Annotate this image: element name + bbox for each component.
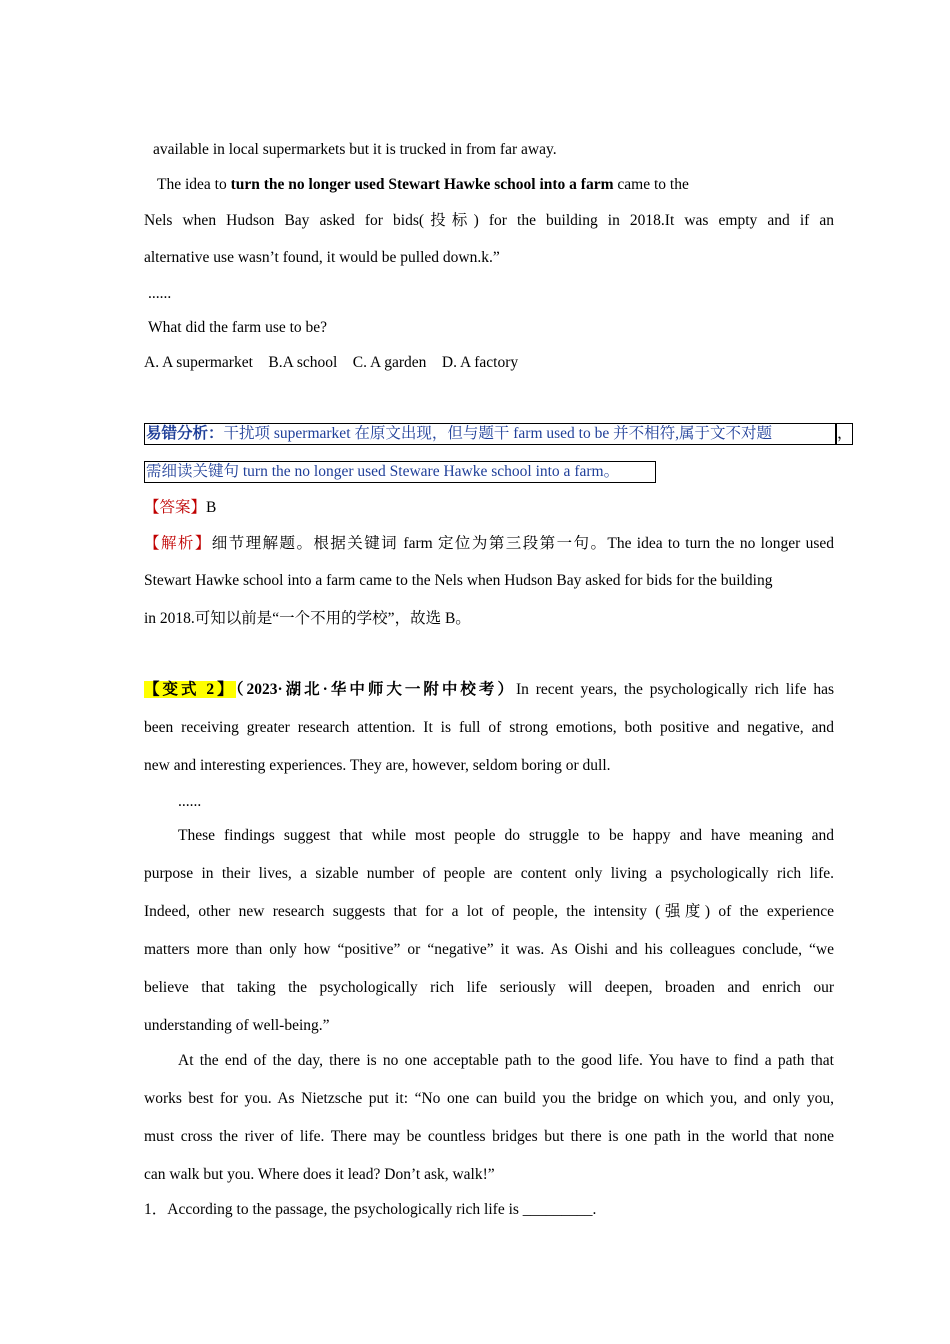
error-analysis-label: 易错分析： xyxy=(146,425,224,442)
variant-line1-rest: In recent years, the psychologically rich life has xyxy=(515,681,834,698)
variant-p2-line5: believe that taking the psychologically rich life seriously will deepen, broaden and enrich our xyxy=(144,979,834,996)
passage1-line2-post: came to the xyxy=(613,176,689,193)
explanation-line3: in 2018.可知以前是“一个不用的学校”，故选 B。 xyxy=(144,610,471,627)
variant-p2-line4: matters more than only how “positive” or “negative” it was. As Oishi and his colleagues conclude, “we xyxy=(144,941,834,958)
question1-options: A. A supermarket B.A school C. A garden D. A factory xyxy=(144,354,519,371)
variant-p3-line3: must cross the river of life. There may be countless bridges but there is one path in the world that none xyxy=(144,1128,834,1145)
passage1-line2 xyxy=(157,175,689,195)
question1-stem: What did the farm use to be? xyxy=(148,319,328,336)
document-page xyxy=(144,0,853,1344)
variant-line1 xyxy=(144,680,834,700)
variant-p2-line6: understanding of well-being.” xyxy=(144,1017,330,1034)
variant-line3: new and interesting experiences. They are, however, seldom boring or dull. xyxy=(144,757,611,774)
passage1-line2-pre: The idea to xyxy=(157,176,231,193)
passage1-key-sentence: turn the no longer used Stewart Hawke school into a farm xyxy=(230,176,614,193)
variant-tag: 【变式 2】 xyxy=(144,681,236,698)
answer-value: B xyxy=(206,499,217,516)
variant-question1: 1．According to the passage, the psychologically rich life is _________. xyxy=(144,1201,597,1218)
variant-p2-line2: purpose in their lives, a sizable number of people are content only living a psychologically rich life. xyxy=(144,865,834,882)
passage1-line1: available in local supermarkets but it is trucked in from far away. xyxy=(153,141,557,158)
variant-p3-line1: At the end of the day, there is no one acceptable path to the good life. You have to find a path that xyxy=(178,1052,834,1069)
variant-source: （2023·湖北·华中师大一附中校考） xyxy=(235,681,516,698)
error-analysis-text1: 干扰项 supermarket 在原文出现，但与题干 farm used to be 并不相符,属于文不对题 xyxy=(223,425,772,442)
error-analysis-box-line2: 需细读关键句 turn the no longer used Steware Hawke school into a farm。 xyxy=(144,461,656,483)
variant-p3-line4: can walk but you. Where does it lead? Don’t ask, walk!” xyxy=(144,1166,495,1183)
variant-p3-line2: works best for you. As Nietzsche put it: “No one can build you the bridge on which you, and only you, xyxy=(144,1090,834,1107)
explanation-text1: 细节理解题。根据关键词 farm 定位为第三段第一句。The idea to turn the no longer used xyxy=(211,535,834,552)
passage1-line4: alternative use wasn’t found, it would be pulled down.k.” xyxy=(144,249,500,266)
explanation-line1 xyxy=(144,534,834,554)
error-analysis-box-line1 xyxy=(144,423,836,445)
error-analysis-comma-box: ， xyxy=(836,423,853,445)
variant-ellipsis: ...... xyxy=(178,793,202,810)
variant-line2: been receiving greater research attention. It is full of strong emotions, both positive and negative, and xyxy=(144,719,834,736)
answer-line xyxy=(144,498,216,518)
variant-p2-line3: Indeed, other new research suggests that for a lot of people, the intensity (强度) of the experience xyxy=(144,903,834,920)
passage1-ellipsis: ...... xyxy=(148,285,172,302)
explanation-line2: Stewart Hawke school into a farm came to the Nels when Hudson Bay asked for bids for the building xyxy=(144,572,773,589)
passage1-line3: Nels when Hudson Bay asked for bids(投标) for the building in 2018.It was empty and if an xyxy=(144,212,834,229)
variant-p2-line1: These findings suggest that while most people do struggle to be happy and have meaning and xyxy=(178,827,834,844)
answer-label: 【答案】 xyxy=(144,499,207,516)
explanation-label: 【解析】 xyxy=(144,535,212,552)
